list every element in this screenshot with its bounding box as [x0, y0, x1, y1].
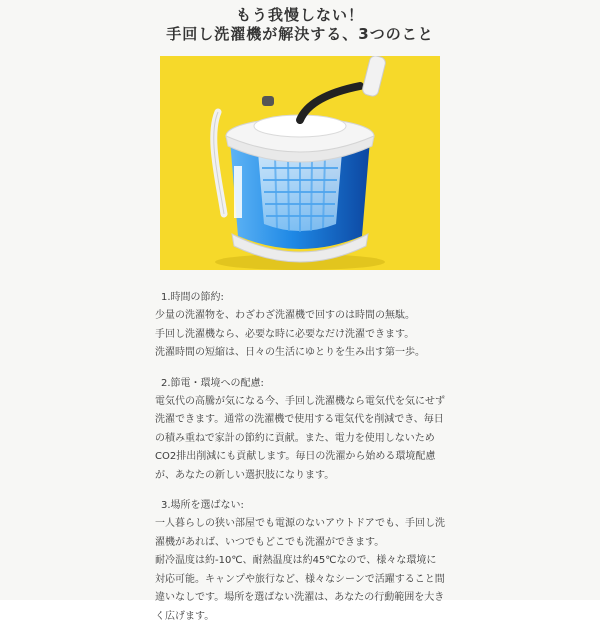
product-image-banner	[160, 56, 440, 270]
benefit-section-location	[155, 497, 460, 626]
benefits-list	[155, 289, 460, 638]
headline-line-1: もう我慢しない！	[235, 6, 364, 24]
benefit-heading: 3.場所を選ばない:	[161, 500, 244, 512]
hand-crank-washer-image	[160, 56, 440, 270]
benefit-heading: 2.節電・環境への配慮:	[161, 377, 264, 389]
benefit-section-time	[155, 289, 460, 363]
headline	[0, 6, 600, 44]
benefit-body: 少量の洗濯物を、わざわざ洗濯機で回すのは時間の無駄。 手回し洗濯機なら、必要な時に必要なだけ洗濯できます。 洗濯時間の短縮は、日々の生活にゆとりを生み出す第一歩。	[155, 310, 425, 359]
benefit-body: 一人暮らしの狭い部屋でも電源のないアウトドアでも、手回し洗 濯機があれば、いつでもどこでも洗濯ができます。 耐冷温度は約-10℃、耐熱温度は約45℃なので、様々な環境に 対応可能。キャンプや旅行など、様々なシーンで活躍すること間 違いなしです。場所を選ばない洗濯は、あなたの行動範囲を大き く広げます。	[155, 518, 445, 622]
benefit-section-energy	[155, 375, 460, 485]
benefit-body: 電気代の高騰が気になる今、手回し洗濯機なら電気代を気にせず 洗濯できます。通常の洗濯機で使用する電気代を削減でき、毎日 の積み重ねで家計の節約に貢献。また、電力を使用しないため CO2排出削減にも貢献します。毎日の洗濯から始める環境配慮 が、あなたの新しい選択肢になります。	[155, 396, 445, 481]
benefit-heading: 1.時間の節約:	[161, 292, 224, 303]
headline-line-2: 手回し洗濯機が解決する、3つのこと	[166, 25, 434, 43]
